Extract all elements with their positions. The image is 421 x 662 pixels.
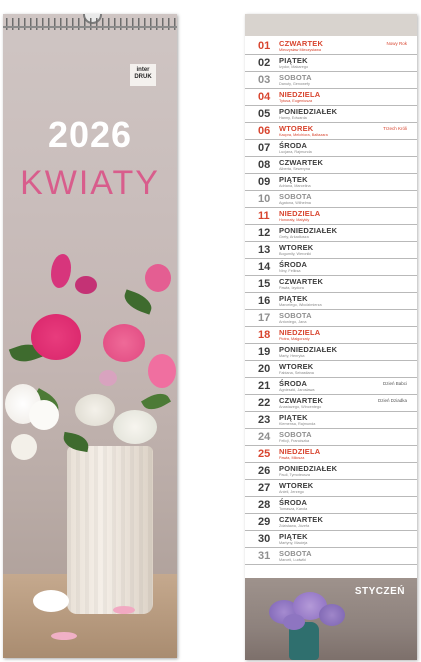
cover-title: KWIATY xyxy=(20,164,160,202)
day-row xyxy=(245,395,417,412)
name-day-text: Martyny, Macieja xyxy=(279,541,308,545)
name-day-text: Felicji, Franciszka xyxy=(279,439,310,443)
day-row xyxy=(245,106,417,123)
day-row xyxy=(245,191,417,208)
day-number: 21 xyxy=(258,380,271,392)
day-number: 18 xyxy=(258,329,271,341)
day-number: 12 xyxy=(258,227,271,239)
holiday-label: Dzień Babci xyxy=(382,381,407,386)
weekday-name: NIEDZIELA xyxy=(279,90,321,99)
weekday-name: CZWARTEK xyxy=(279,158,324,167)
day-row xyxy=(245,310,417,327)
day-number: 16 xyxy=(258,295,271,307)
day-number: 04 xyxy=(258,91,271,103)
day-row xyxy=(245,361,417,378)
day-number: 19 xyxy=(258,346,271,358)
cover-year: 2026 xyxy=(47,114,133,155)
weekday-name: CZWARTEK xyxy=(279,515,324,524)
day-row xyxy=(245,157,417,174)
day-row xyxy=(245,242,417,259)
name-day-text: Alberta, Seweryna xyxy=(279,167,311,171)
month-page xyxy=(245,14,417,660)
day-number: 08 xyxy=(258,159,271,171)
day-row xyxy=(245,344,417,361)
day-row xyxy=(245,208,417,225)
weekday-name: PIĄTEK xyxy=(279,532,308,541)
name-day-text: Grety, Arkadiusza xyxy=(279,235,309,239)
publisher-logo xyxy=(130,64,156,86)
day-row xyxy=(245,446,417,463)
name-day-text: Kacpra, Melchiora, Baltazara xyxy=(279,133,328,137)
day-number: 13 xyxy=(258,244,271,256)
day-row xyxy=(245,174,417,191)
day-number: 30 xyxy=(258,533,271,545)
name-day-text: Pawła, Izydora xyxy=(279,286,304,290)
weekday-name: PIĄTEK xyxy=(279,413,308,422)
holiday-label: Nowy Rok xyxy=(386,41,407,46)
day-row xyxy=(245,293,417,310)
weekday-name: WTOREK xyxy=(279,481,314,490)
weekday-name: PONIEDZIAŁEK xyxy=(279,107,338,116)
day-row xyxy=(245,429,417,446)
day-number: 29 xyxy=(258,516,271,528)
name-day-text: Piotra, Małgorzaty xyxy=(279,337,310,341)
name-day-text: Agnieszki, Jarosława xyxy=(279,388,315,392)
weekday-name: PONIEDZIAŁEK xyxy=(279,464,338,473)
day-row xyxy=(245,497,417,514)
day-row xyxy=(245,259,417,276)
name-day-text: Mieczysław Mieczysława xyxy=(279,48,321,52)
name-day-text: Marty, Henryka xyxy=(279,354,305,358)
day-row xyxy=(245,548,417,565)
name-day-text: Adriana, Marcelina xyxy=(279,184,311,188)
name-day-text: Pawła, Miłosza xyxy=(279,456,305,460)
weekday-name: PIĄTEK xyxy=(279,56,308,65)
day-row xyxy=(245,378,417,395)
name-day-text: Niny, Feliksa xyxy=(279,269,301,273)
weekday-name: SOBOTA xyxy=(279,73,312,82)
name-day-text: Anieli, Jerzego xyxy=(279,490,304,494)
weekday-name: CZWARTEK xyxy=(279,396,324,405)
name-day-text: Marceli, Ludwiki xyxy=(279,558,307,562)
month-footer-image xyxy=(245,578,417,660)
name-day-text: Danuty, Genowefy xyxy=(279,82,310,86)
name-day-text: Tytusa, Eugeniusza xyxy=(279,99,313,103)
weekday-name: SOBOTA xyxy=(279,192,312,201)
name-day-text: Zdzisława, Józefa xyxy=(279,524,310,528)
name-day-text: Lucjana, Rajmunda xyxy=(279,150,312,154)
weekday-name: PONIEDZIAŁEK xyxy=(279,345,338,354)
weekday-name: NIEDZIELA xyxy=(279,328,321,337)
day-number: 24 xyxy=(258,431,271,443)
weekday-name: CZWARTEK xyxy=(279,39,324,48)
day-number: 15 xyxy=(258,278,271,290)
weekday-name: NIEDZIELA xyxy=(279,209,321,218)
name-day-text: Anastazego, Wincentego xyxy=(279,405,322,409)
day-row xyxy=(245,225,417,242)
weekday-name: SOBOTA xyxy=(279,549,312,558)
day-row xyxy=(245,531,417,548)
name-day-text: Tomasza, Karola xyxy=(279,507,308,511)
day-number: 25 xyxy=(258,448,271,460)
name-day-text: Izydor, Makarego xyxy=(279,65,309,69)
calendar-cover xyxy=(3,14,177,658)
day-number: 07 xyxy=(258,142,271,154)
name-day-text: Bogumiły, Weroniki xyxy=(279,252,312,256)
weekday-name: ŚRODA xyxy=(279,379,308,388)
day-number: 02 xyxy=(258,57,271,69)
day-row xyxy=(245,140,417,157)
weekday-name: WTOREK xyxy=(279,243,314,252)
day-number: 26 xyxy=(258,465,271,477)
day-list xyxy=(245,38,417,565)
weekday-name: PONIEDZIAŁEK xyxy=(279,226,338,235)
day-number: 28 xyxy=(258,499,271,511)
day-row xyxy=(245,327,417,344)
day-number: 20 xyxy=(258,363,271,375)
day-row xyxy=(245,38,417,55)
day-number: 14 xyxy=(258,261,271,273)
page-header-strip xyxy=(245,14,417,36)
logo-text-top: inter xyxy=(136,67,150,73)
day-row xyxy=(245,463,417,480)
day-row xyxy=(245,412,417,429)
name-day-text: Hanny, Edwarda xyxy=(279,116,307,120)
day-row xyxy=(245,89,417,106)
vase-image xyxy=(67,446,153,614)
weekday-name: PIĄTEK xyxy=(279,294,308,303)
weekday-name: WTOREK xyxy=(279,362,314,371)
holiday-label: Dzień Dziadka xyxy=(377,398,407,403)
day-number: 10 xyxy=(258,193,271,205)
weekday-name: NIEDZIELA xyxy=(279,447,321,456)
weekday-name: CZWARTEK xyxy=(279,277,324,286)
spiral-binding xyxy=(3,18,177,30)
day-row xyxy=(245,72,417,89)
weekday-name: SOBOTA xyxy=(279,311,312,320)
day-number: 05 xyxy=(258,108,271,120)
name-day-text: Marcelego, Włodzimierza xyxy=(279,303,322,307)
day-number: 09 xyxy=(258,176,271,188)
weekday-name: WTOREK xyxy=(279,124,314,133)
name-day-text: Fabiana, Sebastiana xyxy=(279,371,314,375)
name-day-text: Klemensa, Rajmunda xyxy=(279,422,316,426)
day-number: 23 xyxy=(258,414,271,426)
weekday-name: ŚRODA xyxy=(279,141,308,150)
day-number: 03 xyxy=(258,74,271,86)
name-day-text: Agatona, Wilhelma xyxy=(279,201,311,205)
weekday-name: PIĄTEK xyxy=(279,175,308,184)
holiday-label: Trzech Króli xyxy=(383,126,407,131)
weekday-name: ŚRODA xyxy=(279,260,308,269)
day-number: 06 xyxy=(258,125,271,137)
weekday-name: ŚRODA xyxy=(279,498,308,507)
day-number: 27 xyxy=(258,482,271,494)
day-row xyxy=(245,514,417,531)
day-row xyxy=(245,123,417,140)
day-number: 17 xyxy=(258,312,271,324)
day-number: 11 xyxy=(258,210,270,222)
day-row xyxy=(245,480,417,497)
month-name: STYCZEŃ xyxy=(354,586,405,597)
spiral-bar xyxy=(3,26,177,28)
day-number: 01 xyxy=(258,40,271,52)
name-day-text: Honoraty, Matyldy xyxy=(279,218,310,222)
logo-text-bottom: DRUK xyxy=(134,74,152,80)
day-row xyxy=(245,55,417,72)
name-day-text: Pauli, Tymoteusza xyxy=(279,473,310,477)
day-number: 22 xyxy=(258,397,271,409)
weekday-name: SOBOTA xyxy=(279,430,312,439)
name-day-text: Antoniego, Jana xyxy=(279,320,307,324)
day-row xyxy=(245,276,417,293)
day-number: 31 xyxy=(258,550,271,562)
